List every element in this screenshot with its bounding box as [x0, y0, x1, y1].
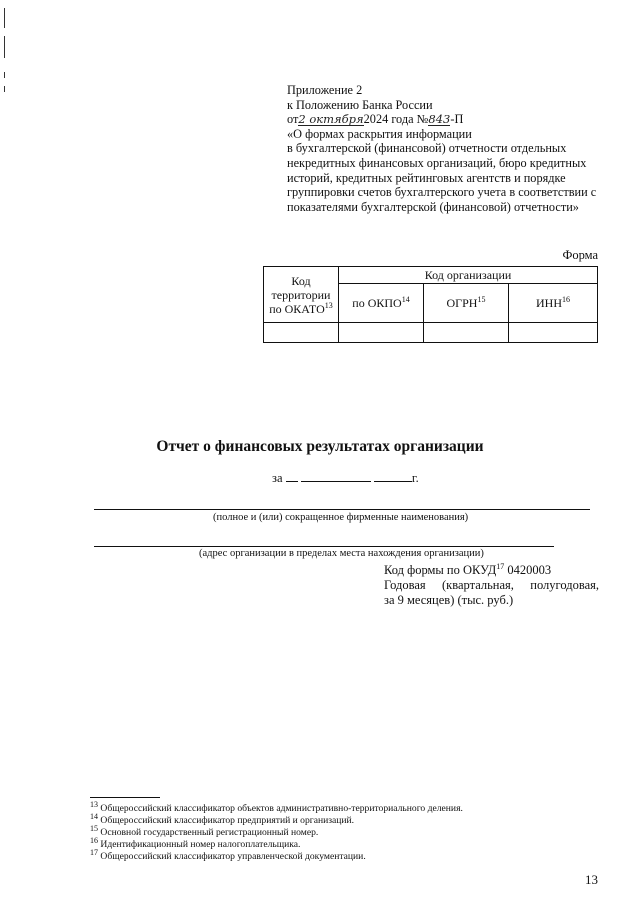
footnote-ref: 14 — [401, 294, 410, 304]
org-name-line[interactable] — [94, 509, 590, 510]
okud-label: Код формы по ОКУД — [384, 563, 497, 577]
footnote — [90, 836, 463, 851]
report-title: Отчет о финансовых результатах организации — [156, 438, 484, 455]
appendix-date-line — [287, 112, 607, 127]
period-month-field[interactable] — [301, 471, 371, 482]
footnote-ref: 16 — [562, 294, 570, 304]
scan-edge-mark — [4, 36, 5, 58]
period-year-field[interactable] — [374, 471, 412, 482]
org-address-caption: (адрес организации в пределах места нахождения организации) — [199, 548, 484, 559]
report-period — [272, 471, 419, 486]
okud-code: 0420003 — [507, 563, 552, 577]
footnote-text: Общероссийский классификатор предприятий и организаций. — [100, 815, 355, 827]
okato-value-cell[interactable] — [264, 323, 339, 343]
organization-codes-table — [263, 266, 598, 343]
footnote-number: 16 — [90, 836, 98, 846]
handwritten-number: 843 — [428, 112, 451, 127]
org-code-header: Код организации — [339, 267, 598, 284]
ogrn-header-cell — [424, 284, 509, 323]
inn-value-cell[interactable] — [509, 323, 598, 343]
footnote-separator — [90, 797, 160, 798]
appendix-line: историй, кредитных рейтинговых агентств и порядке — [287, 170, 566, 185]
periodicity-line: Годовая (квартальная, полугодовая, — [384, 578, 599, 592]
okud-block — [384, 563, 599, 608]
date-suffix: 2024 года № — [363, 112, 429, 127]
ogrn-header: ОГРН — [446, 295, 478, 310]
org-address-line[interactable] — [94, 546, 554, 547]
periodicity-line: за 9 месяцев) (тыс. руб.) — [384, 593, 514, 607]
ogrn-value-cell[interactable] — [424, 323, 509, 343]
footnote — [90, 811, 463, 827]
appendix-line: некредитных финансовых организаций, бюро кредитных — [287, 155, 587, 170]
form-label: Форма — [562, 248, 598, 262]
page-number: 13 — [585, 872, 598, 887]
period-prefix: за — [272, 471, 283, 485]
okud-code-line — [384, 563, 599, 578]
okpo-header: по ОКПО — [352, 295, 402, 310]
footnote-number: 17 — [90, 848, 98, 858]
footnote — [90, 848, 463, 863]
footnote-ref: 15 — [477, 294, 486, 304]
appendix-line: к Положению Банка России — [287, 97, 433, 112]
footnote — [90, 824, 463, 839]
period-day-field[interactable] — [286, 471, 298, 482]
scan-edge-mark — [4, 8, 5, 28]
okato-header: Код территории по ОКАТО — [269, 273, 331, 316]
appendix-header — [287, 83, 607, 214]
footnote-text: Идентификационный номер налогоплательщика. — [100, 839, 301, 851]
appendix-line: в бухгалтерской (финансовой) отчетности отдельных — [287, 141, 567, 156]
footnote — [90, 799, 463, 815]
footnote-number: 14 — [90, 811, 98, 821]
appendix-line: группировки счетов бухгалтерского учета в соответствии с — [287, 185, 597, 200]
footnote-text: Общероссийский классификатор объектов административно-территориального деления. — [100, 803, 463, 814]
footnote-text: Общероссийский классификатор управленческой документации. — [100, 851, 366, 863]
footnote-ref: 13 — [324, 300, 333, 310]
date-prefix: от — [287, 112, 299, 127]
footnote-number: 13 — [90, 799, 98, 809]
org-name-caption: (полное и (или) сокращенное фирменные наименования) — [213, 512, 469, 523]
inn-header-cell — [509, 284, 598, 323]
footnotes — [90, 799, 463, 863]
footnote-ref: 17 — [496, 561, 505, 571]
okpo-header-cell — [339, 284, 424, 323]
handwritten-date: 2 октября — [298, 112, 364, 127]
footnote-number: 15 — [90, 824, 98, 833]
scan-edge-mark — [4, 72, 5, 78]
appendix-line: Приложение 2 — [287, 83, 363, 97]
okpo-value-cell[interactable] — [339, 323, 424, 343]
appendix-line: «О формах раскрытия информации — [287, 126, 472, 141]
inn-header: ИНН — [536, 295, 562, 310]
footnote-text: Основной государственный регистрационный номер. — [100, 827, 319, 839]
number-suffix: -П — [450, 112, 464, 127]
scan-edge-mark — [4, 86, 5, 92]
okato-header-cell — [264, 267, 339, 323]
appendix-line: показателями бухгалтерской (финансовой) отчетности» — [287, 199, 579, 214]
period-suffix: г. — [411, 471, 419, 485]
